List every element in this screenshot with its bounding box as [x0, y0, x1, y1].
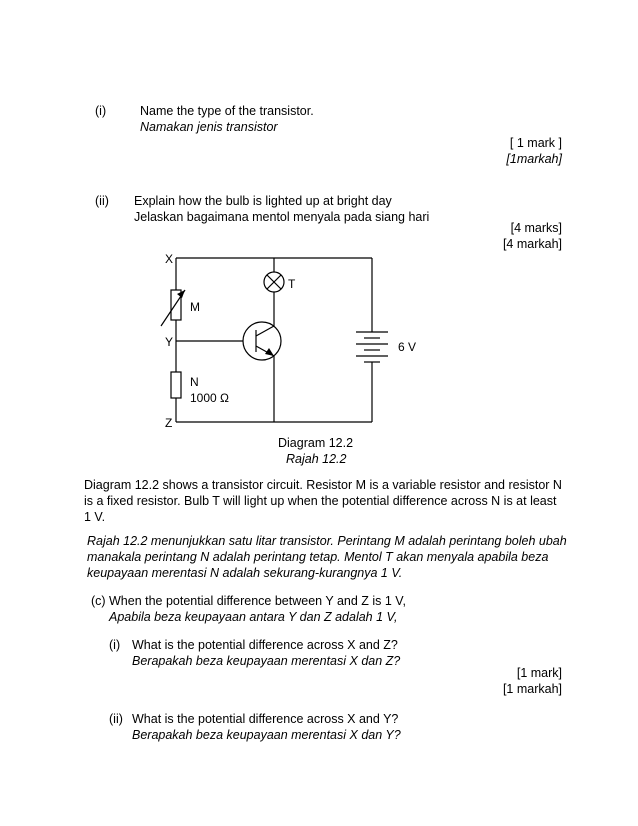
label-n: N [190, 375, 199, 389]
question-ii-mark-malay: [4 markah] [502, 237, 562, 251]
question-ii-number: (ii) [95, 194, 109, 208]
question-c-ii-number: (ii) [109, 712, 123, 726]
question-ii-text-malay: Jelaskan bagaimana mentol menyala pada siang hari [134, 210, 430, 224]
question-c-text: When the potential difference between Y and Z is 1 V, [109, 594, 406, 608]
question-c-i-mark: [1 mark] [516, 666, 562, 680]
question-c-number: (c) [91, 594, 106, 608]
question-c-i-text: What is the potential difference across X and Z? [132, 638, 398, 652]
diagram-caption-malay: Rajah 12.2 [286, 452, 347, 466]
question-i-mark-malay: [1markah] [506, 152, 562, 166]
intro-paragraph-malay: Rajah 12.2 menunjukkan satu litar transistor. Perintang M adalah perintang boleh ubah manakala perintang N adalah perintang tetap. Mentol T akan menyala apabila beza keupayaan merentasi N adalah sekurang-kurangnya 1 V. [87, 534, 567, 580]
label-t: T [288, 277, 296, 291]
question-i-mark: [ 1 mark ] [509, 136, 562, 150]
resistor-n [171, 372, 181, 398]
question-i-number: (i) [95, 104, 107, 118]
question-c-ii-text: What is the potential difference across X and Y? [132, 712, 399, 726]
transistor [243, 322, 281, 360]
question-i-text-malay: Namakan jenis transistor [140, 120, 278, 134]
bulb-t [264, 272, 284, 292]
intro-paragraph: Diagram 12.2 shows a transistor circuit. Resistor M is a variable resistor and resistor N is a fixed resistor. Bulb T will light up when the potential difference across N is at least 1 V. [84, 478, 562, 524]
label-x: X [165, 252, 174, 266]
battery-6v [356, 332, 388, 362]
question-c-i-mark-malay: [1 markah] [502, 682, 562, 696]
question-c-text-malay: Apabila beza keupayaan antara Y dan Z adalah 1 V, [109, 610, 398, 624]
label-y: Y [165, 335, 174, 349]
question-ii-mark: [4 marks] [510, 221, 562, 235]
question-i-text: Name the type of the transistor. [140, 104, 314, 118]
label-m: M [190, 300, 200, 314]
label-battery: 6 V [398, 340, 417, 354]
question-c-i-text-malay: Berapakah beza keupayaan merentasi X dan Z? [132, 654, 401, 668]
label-z: Z [165, 416, 173, 430]
diagram-caption: Diagram 12.2 [278, 436, 354, 450]
question-c-i-number: (i) [109, 638, 121, 652]
question-c-ii-text-malay: Berapakah beza keupayaan merentasi X dan Y? [132, 728, 401, 742]
label-resistance-n: 1000 Ω [190, 391, 229, 405]
question-ii-text: Explain how the bulb is lighted up at bright day [134, 194, 392, 208]
